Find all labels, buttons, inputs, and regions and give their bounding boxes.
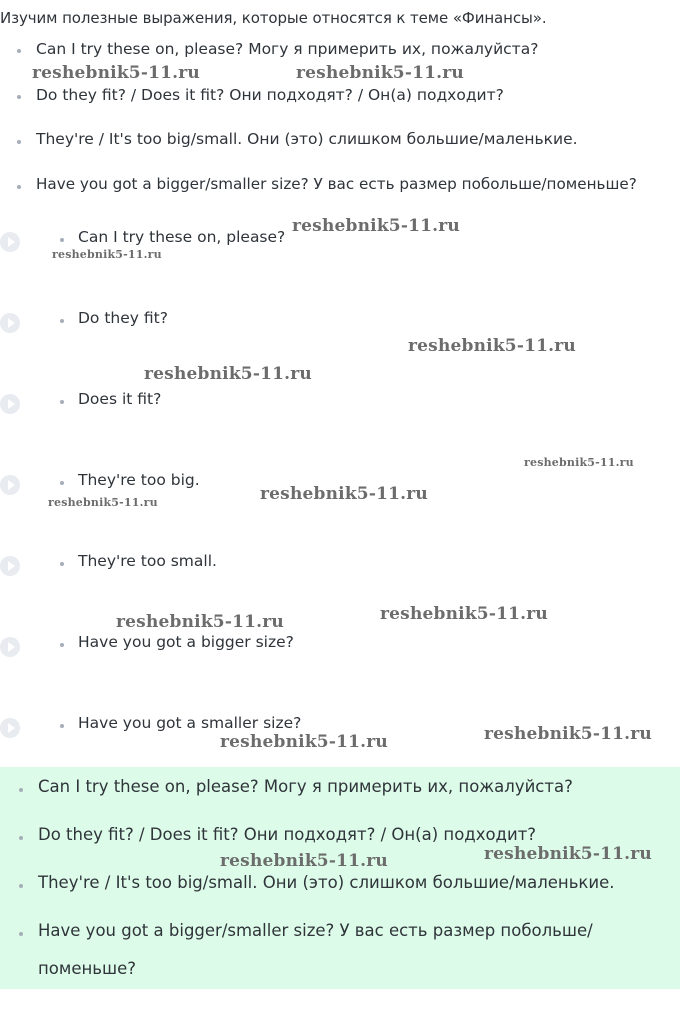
bullet: [60, 400, 64, 404]
bullet: [19, 788, 23, 792]
audio-item-text: Does it fit?: [78, 390, 162, 408]
play-icon[interactable]: [0, 637, 20, 657]
watermark: reshebnik5-11.ru: [408, 336, 576, 356]
audio-item-text: Have you got a smaller size?: [78, 714, 302, 732]
watermark: reshebnik5-11.ru: [220, 732, 388, 752]
summary-item: Do they fit? / Does it fit? Они подходят? / Он(а) подходит?: [38, 825, 537, 844]
watermark: reshebnik5-11.ru: [260, 484, 428, 504]
audio-item-text: Do they fit?: [78, 309, 168, 327]
summary-item: Can I try these on, please? Могу я примерить их, пожалуйста?: [38, 777, 573, 796]
summary-item: They're / It's too big/small. Они (это) слишком большие/маленькие.: [38, 873, 615, 892]
watermark: reshebnik5-11.ru: [484, 724, 652, 744]
play-icon[interactable]: [0, 556, 20, 576]
summary-item-continuation: поменьше?: [38, 959, 137, 978]
watermark: reshebnik5-11.ru: [220, 851, 388, 871]
play-icon[interactable]: [0, 394, 20, 414]
audio-item-text: They're too small.: [78, 552, 217, 570]
play-icon[interactable]: [0, 718, 20, 738]
bullet: [19, 932, 23, 936]
watermark: reshebnik5-11.ru: [292, 216, 460, 236]
bullet: [19, 836, 23, 840]
watermark: reshebnik5-11.ru: [48, 496, 158, 509]
audio-item-text: They're too big.: [78, 471, 200, 489]
bullet: [60, 238, 64, 242]
bullet: [60, 643, 64, 647]
bullet: [17, 95, 21, 99]
bullet: [60, 481, 64, 485]
watermark: reshebnik5-11.ru: [484, 844, 652, 864]
watermark: reshebnik5-11.ru: [144, 364, 312, 384]
bullet: [17, 49, 21, 53]
bullet: [17, 140, 21, 144]
watermark: reshebnik5-11.ru: [52, 248, 162, 261]
watermark: reshebnik5-11.ru: [380, 604, 548, 624]
bullet: [60, 562, 64, 566]
phrase-item: Can I try these on, please? Могу я примерить их, пожалуйста?: [36, 40, 539, 58]
watermark: reshebnik5-11.ru: [32, 63, 200, 83]
bullet: [19, 884, 23, 888]
play-icon[interactable]: [0, 313, 20, 333]
bullet: [60, 319, 64, 323]
audio-item-text: Have you got a bigger size?: [78, 633, 294, 651]
phrase-item: Do they fit? / Does it fit? Они подходят? / Он(а) подходит?: [36, 86, 504, 104]
watermark: reshebnik5-11.ru: [524, 456, 634, 469]
phrase-item: They're / It's too big/small. Они (это) слишком большие/маленькие.: [36, 130, 578, 148]
play-icon[interactable]: [0, 475, 20, 495]
play-icon[interactable]: [0, 232, 20, 252]
bullet: [17, 185, 21, 189]
summary-item: Have you got a bigger/smaller size? У вас есть размер побольше/: [38, 921, 593, 940]
audio-item-text: Can I try these on, please?: [78, 228, 286, 246]
watermark: reshebnik5-11.ru: [116, 612, 284, 632]
intro-text: Изучим полезные выражения, которые относятся к теме «Финансы».: [0, 9, 547, 27]
bullet: [60, 724, 64, 728]
watermark: reshebnik5-11.ru: [296, 63, 464, 83]
phrase-item: Have you got a bigger/smaller size? У вас есть размер побольше/поменьше?: [36, 175, 637, 193]
